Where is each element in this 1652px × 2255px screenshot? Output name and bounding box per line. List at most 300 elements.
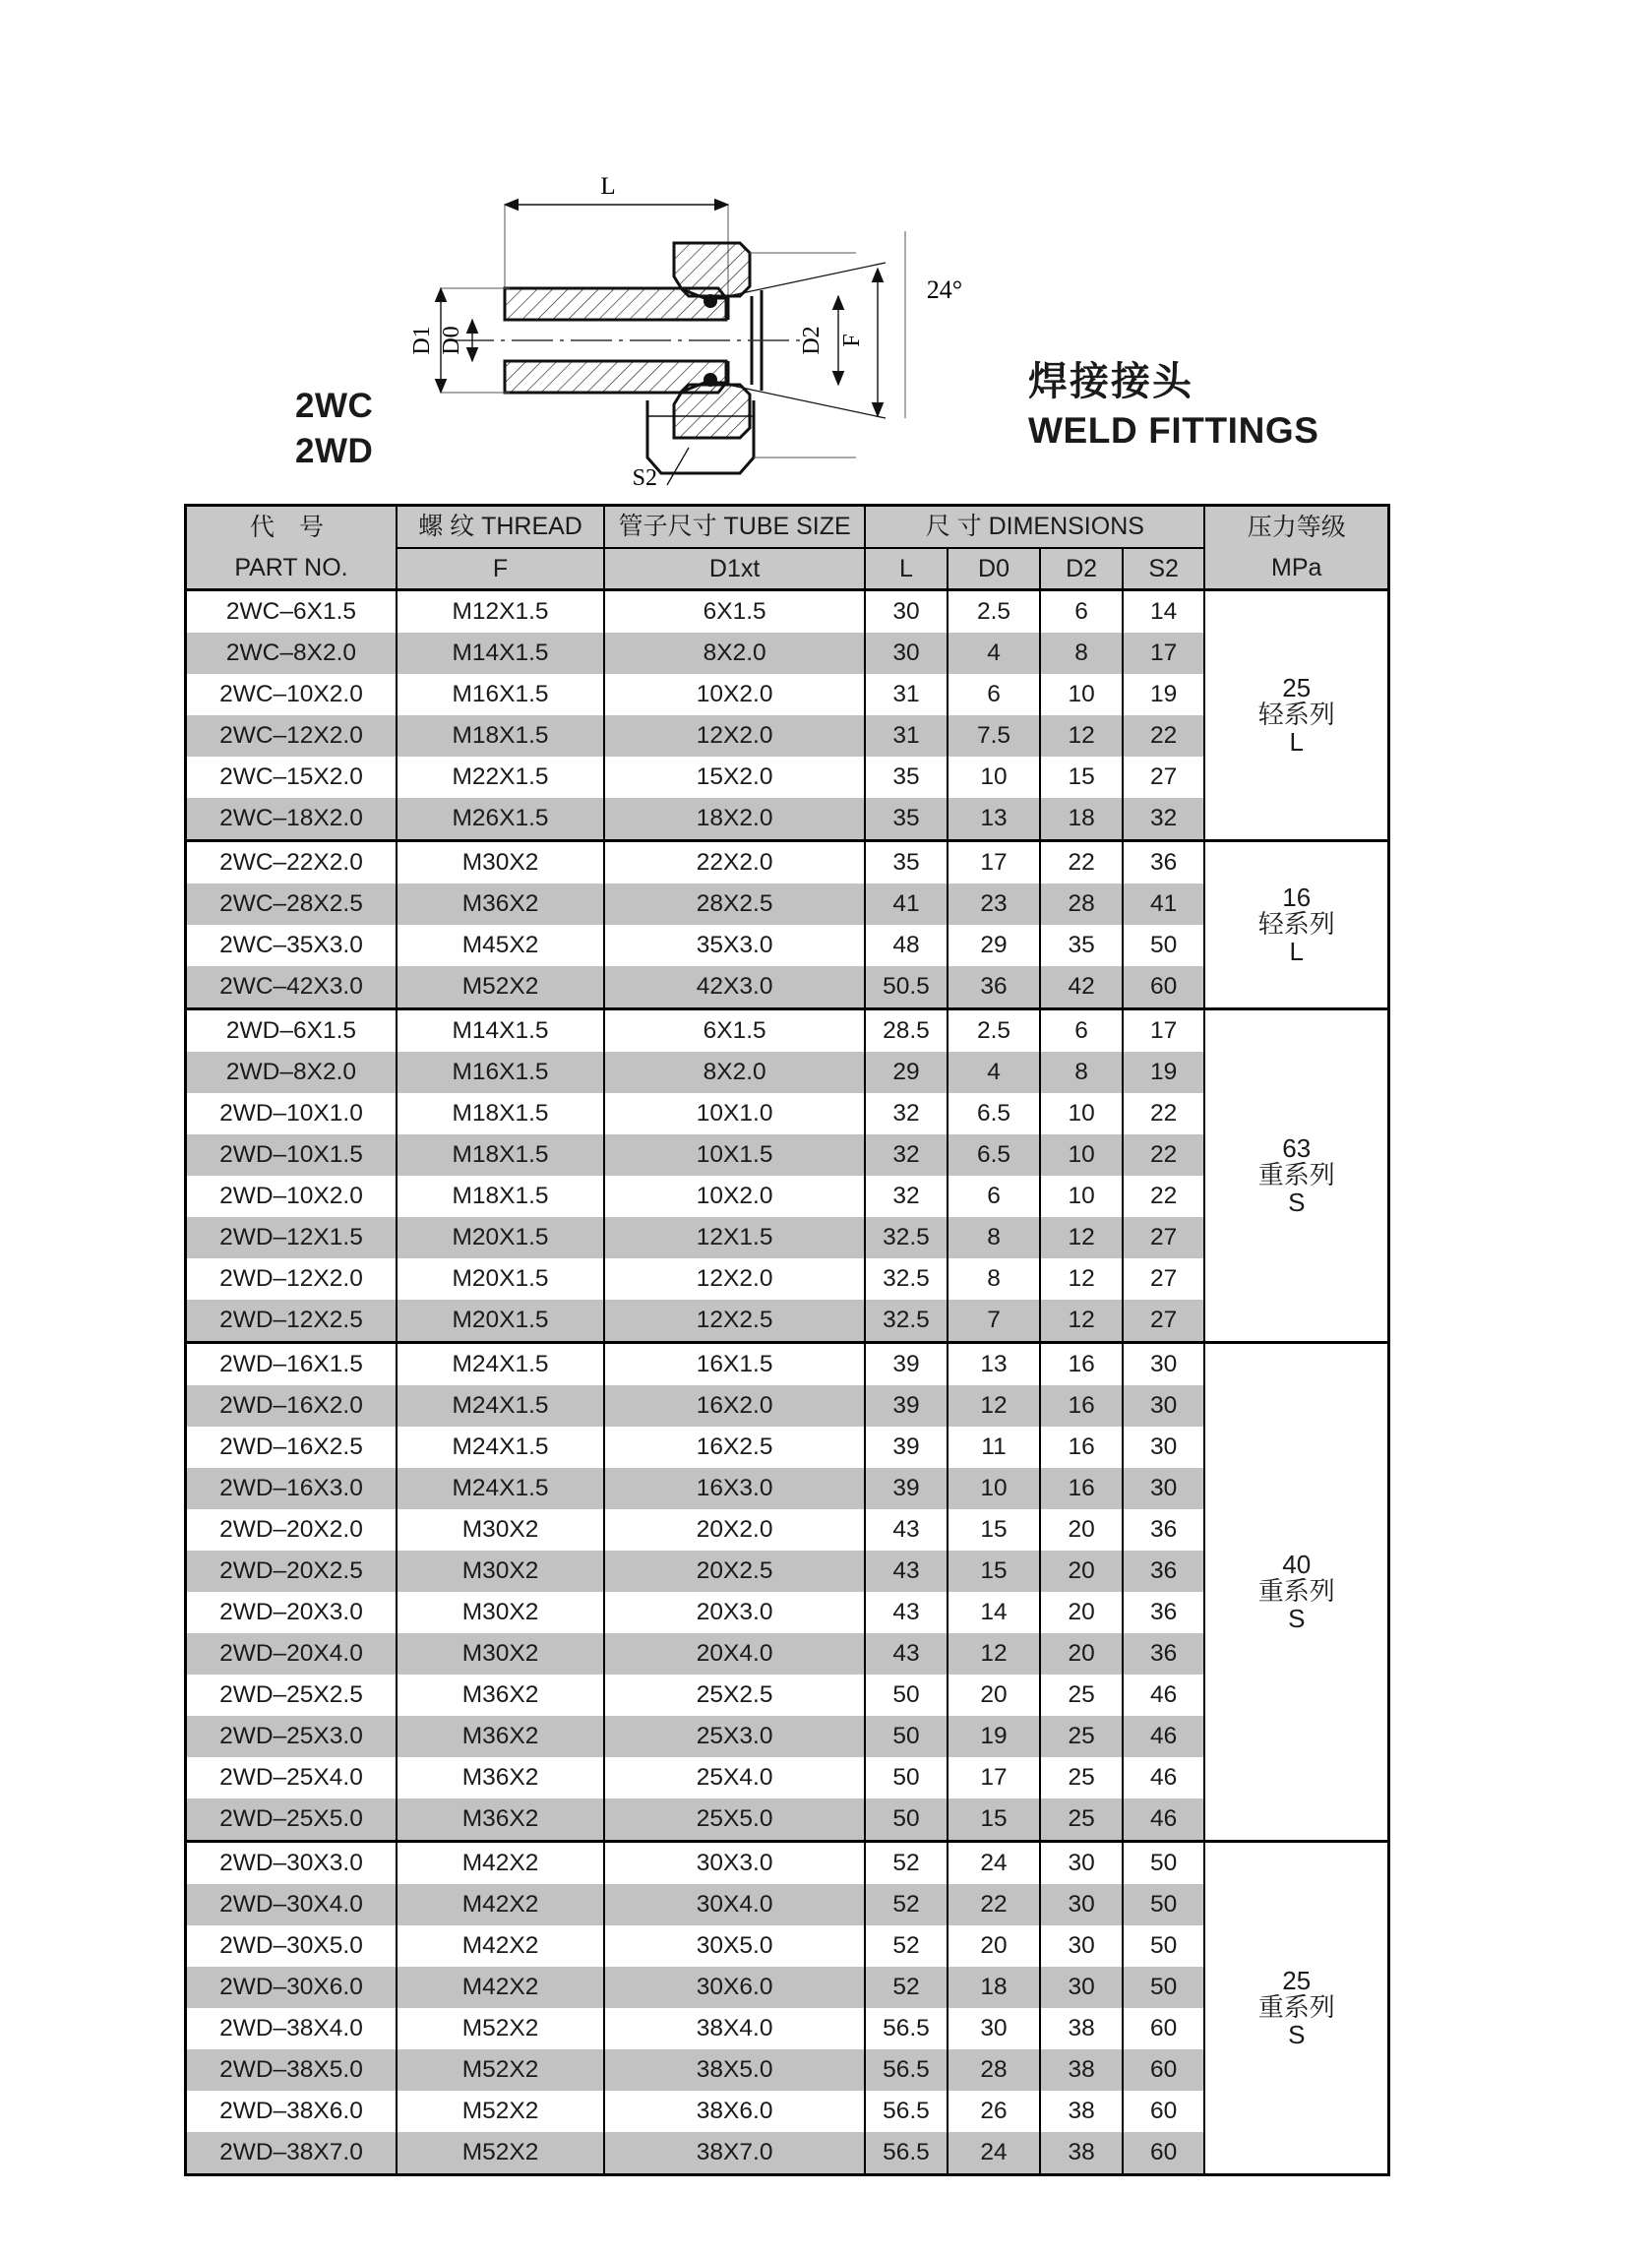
cell-pressure-rating <box>1204 1009 1388 1343</box>
pressure-series-cn: 轻系列 <box>1257 700 1335 730</box>
cell-l: 50 <box>865 1675 948 1716</box>
cell-d0: 6 <box>948 1176 1041 1217</box>
cell-d2: 20 <box>1040 1509 1123 1551</box>
cell-s2: 27 <box>1123 757 1205 798</box>
cell-l: 32 <box>865 1176 948 1217</box>
cell-d0: 30 <box>948 2008 1041 2049</box>
col-head-mpa: MPa <box>1204 548 1388 590</box>
cell-l: 48 <box>865 925 948 966</box>
cell-l: 52 <box>865 1925 948 1967</box>
cell-tube-size: 30X3.0 <box>604 1842 865 1885</box>
cell-thread-f: M20X1.5 <box>397 1258 604 1300</box>
cell-d0: 23 <box>948 884 1041 925</box>
cell-part-no: 2WD–16X1.5 <box>186 1343 397 1386</box>
cell-thread-f: M24X1.5 <box>397 1468 604 1509</box>
pressure-series-cn: 重系列 <box>1257 1576 1335 1607</box>
cell-thread-f: M26X1.5 <box>397 798 604 841</box>
cell-s2: 46 <box>1123 1716 1205 1757</box>
cell-d0: 28 <box>948 2049 1041 2091</box>
cell-part-no: 2WD–38X5.0 <box>186 2049 397 2091</box>
cell-d2: 6 <box>1040 590 1123 634</box>
cell-d2: 35 <box>1040 925 1123 966</box>
col-group-tube-size-cn: 管子尺寸 TUBE SIZE <box>604 506 865 549</box>
cell-s2: 36 <box>1123 841 1205 884</box>
cell-tube-size: 22X2.0 <box>604 841 865 884</box>
cell-d0: 26 <box>948 2091 1041 2132</box>
cell-l: 39 <box>865 1385 948 1427</box>
cell-s2: 17 <box>1123 1009 1205 1053</box>
cell-thread-f: M24X1.5 <box>397 1427 604 1468</box>
cell-d2: 30 <box>1040 1925 1123 1967</box>
cell-part-no: 2WD–38X7.0 <box>186 2132 397 2175</box>
cell-tube-size: 42X3.0 <box>604 966 865 1009</box>
cell-tube-size: 6X1.5 <box>604 1009 865 1053</box>
specification-table-wrapper <box>184 504 1390 2176</box>
cell-s2: 22 <box>1123 1176 1205 1217</box>
cell-l: 39 <box>865 1343 948 1386</box>
cell-d2: 16 <box>1040 1385 1123 1427</box>
cell-s2: 27 <box>1123 1300 1205 1343</box>
cell-d0: 2.5 <box>948 1009 1041 1053</box>
cell-thread-f: M30X2 <box>397 1592 604 1633</box>
cell-tube-size: 35X3.0 <box>604 925 865 966</box>
cell-part-no: 2WD–16X3.0 <box>186 1468 397 1509</box>
cell-tube-size: 12X1.5 <box>604 1217 865 1258</box>
cell-s2: 14 <box>1123 590 1205 634</box>
cell-l: 30 <box>865 633 948 674</box>
cell-d0: 12 <box>948 1633 1041 1675</box>
cell-tube-size: 20X2.0 <box>604 1509 865 1551</box>
pressure-value: 16 <box>1282 883 1312 913</box>
cell-d2: 16 <box>1040 1468 1123 1509</box>
cell-part-no: 2WD–12X2.5 <box>186 1300 397 1343</box>
cell-part-no: 2WD–8X2.0 <box>186 1052 397 1093</box>
cell-thread-f: M22X1.5 <box>397 757 604 798</box>
cell-l: 35 <box>865 798 948 841</box>
cell-tube-size: 12X2.0 <box>604 715 865 757</box>
dim-label-D2: D2 <box>799 326 825 355</box>
cell-thread-f: M52X2 <box>397 2091 604 2132</box>
cell-part-no: 2WD–25X4.0 <box>186 1757 397 1798</box>
cell-s2: 27 <box>1123 1258 1205 1300</box>
cell-d2: 20 <box>1040 1551 1123 1592</box>
cell-tube-size: 20X3.0 <box>604 1592 865 1633</box>
cell-tube-size: 16X3.0 <box>604 1468 865 1509</box>
pressure-series-code: L <box>1289 936 1304 966</box>
cell-part-no: 2WD–38X4.0 <box>186 2008 397 2049</box>
cell-d0: 15 <box>948 1509 1041 1551</box>
cell-d2: 8 <box>1040 1052 1123 1093</box>
cell-tube-size: 25X3.0 <box>604 1716 865 1757</box>
cell-part-no: 2WC–22X2.0 <box>186 841 397 884</box>
pressure-value: 40 <box>1282 1550 1312 1580</box>
cell-d0: 7 <box>948 1300 1041 1343</box>
cell-s2: 30 <box>1123 1343 1205 1386</box>
cell-thread-f: M36X2 <box>397 1798 604 1842</box>
col-head-f: F <box>397 548 604 590</box>
cell-d2: 16 <box>1040 1427 1123 1468</box>
cell-tube-size: 38X7.0 <box>604 2132 865 2175</box>
cell-d0: 12 <box>948 1385 1041 1427</box>
cell-d2: 10 <box>1040 1093 1123 1134</box>
cell-tube-size: 16X1.5 <box>604 1343 865 1386</box>
cell-thread-f: M52X2 <box>397 966 604 1009</box>
cell-part-no: 2WD–20X2.5 <box>186 1551 397 1592</box>
cell-s2: 30 <box>1123 1427 1205 1468</box>
cell-l: 30 <box>865 590 948 634</box>
cell-d2: 38 <box>1040 2132 1123 2175</box>
cell-tube-size: 25X5.0 <box>604 1798 865 1842</box>
cell-d2: 30 <box>1040 1884 1123 1925</box>
cell-s2: 50 <box>1123 1925 1205 1967</box>
cell-tube-size: 20X4.0 <box>604 1633 865 1675</box>
cell-tube-size: 20X2.5 <box>604 1551 865 1592</box>
cell-thread-f: M36X2 <box>397 1716 604 1757</box>
cell-part-no: 2WD–25X5.0 <box>186 1798 397 1842</box>
cell-l: 28.5 <box>865 1009 948 1053</box>
cell-part-no: 2WC–28X2.5 <box>186 884 397 925</box>
cell-pressure-rating <box>1204 590 1388 841</box>
cell-d2: 25 <box>1040 1716 1123 1757</box>
pressure-series-code: S <box>1288 1187 1306 1217</box>
cell-s2: 36 <box>1123 1592 1205 1633</box>
cell-s2: 22 <box>1123 1093 1205 1134</box>
cell-thread-f: M20X1.5 <box>397 1217 604 1258</box>
cell-tube-size: 38X6.0 <box>604 2091 865 2132</box>
cell-thread-f: M16X1.5 <box>397 1052 604 1093</box>
cell-part-no: 2WC–6X1.5 <box>186 590 397 634</box>
col-group-dimensions-cn: 尺 寸 DIMENSIONS <box>865 506 1204 549</box>
cell-d2: 28 <box>1040 884 1123 925</box>
dim-label-F: F <box>839 334 865 347</box>
cell-thread-f: M24X1.5 <box>397 1385 604 1427</box>
cell-s2: 46 <box>1123 1757 1205 1798</box>
cell-d2: 15 <box>1040 757 1123 798</box>
cell-l: 43 <box>865 1551 948 1592</box>
cell-l: 50 <box>865 1757 948 1798</box>
cell-d0: 19 <box>948 1716 1041 1757</box>
cell-l: 32 <box>865 1134 948 1176</box>
cell-d2: 8 <box>1040 633 1123 674</box>
cell-l: 43 <box>865 1633 948 1675</box>
cell-l: 31 <box>865 674 948 715</box>
cell-d0: 10 <box>948 1468 1041 1509</box>
pressure-series-code: S <box>1288 2019 1306 2049</box>
cell-l: 56.5 <box>865 2008 948 2049</box>
dim-label-D1: D1 <box>409 326 435 355</box>
cell-tube-size: 30X5.0 <box>604 1925 865 1967</box>
table-row <box>186 841 1389 884</box>
cell-tube-size: 10X1.0 <box>604 1093 865 1134</box>
cell-s2: 46 <box>1123 1675 1205 1716</box>
col-group-pressure-cn: 压力等级 <box>1204 506 1388 549</box>
cell-pressure-rating <box>1204 1343 1388 1842</box>
cell-s2: 41 <box>1123 884 1205 925</box>
cell-d2: 6 <box>1040 1009 1123 1053</box>
cell-d2: 18 <box>1040 798 1123 841</box>
dim-label-D0: D0 <box>439 326 464 355</box>
cell-thread-f: M30X2 <box>397 1633 604 1675</box>
cell-d2: 25 <box>1040 1798 1123 1842</box>
pressure-series-cn: 重系列 <box>1257 1160 1335 1190</box>
pressure-series-cn: 重系列 <box>1257 1992 1335 2023</box>
cell-d0: 6.5 <box>948 1093 1041 1134</box>
cell-d0: 8 <box>948 1258 1041 1300</box>
cell-d2: 30 <box>1040 1967 1123 2008</box>
cell-d0: 17 <box>948 841 1041 884</box>
cell-l: 56.5 <box>865 2091 948 2132</box>
cell-part-no: 2WC–18X2.0 <box>186 798 397 841</box>
cell-d0: 7.5 <box>948 715 1041 757</box>
cell-d0: 20 <box>948 1675 1041 1716</box>
cell-s2: 50 <box>1123 925 1205 966</box>
cell-d0: 13 <box>948 1343 1041 1386</box>
cell-d0: 8 <box>948 1217 1041 1258</box>
cell-part-no: 2WD–6X1.5 <box>186 1009 397 1053</box>
cell-d2: 10 <box>1040 1176 1123 1217</box>
cell-d2: 42 <box>1040 966 1123 1009</box>
cell-l: 50 <box>865 1798 948 1842</box>
cell-thread-f: M18X1.5 <box>397 1176 604 1217</box>
cell-thread-f: M30X2 <box>397 1509 604 1551</box>
cell-part-no: 2WD–10X1.5 <box>186 1134 397 1176</box>
cell-s2: 50 <box>1123 1967 1205 2008</box>
cell-tube-size: 28X2.5 <box>604 884 865 925</box>
cell-part-no: 2WD–10X1.0 <box>186 1093 397 1134</box>
cell-l: 35 <box>865 757 948 798</box>
cell-s2: 36 <box>1123 1509 1205 1551</box>
dim-label-S2: S2 <box>632 465 657 487</box>
cell-l: 35 <box>865 841 948 884</box>
cell-d0: 11 <box>948 1427 1041 1468</box>
cell-tube-size: 18X2.0 <box>604 798 865 841</box>
cell-s2: 50 <box>1123 1842 1205 1885</box>
cell-s2: 22 <box>1123 1134 1205 1176</box>
cell-tube-size: 8X2.0 <box>604 633 865 674</box>
cell-tube-size: 15X2.0 <box>604 757 865 798</box>
cell-l: 50.5 <box>865 966 948 1009</box>
cell-thread-f: M42X2 <box>397 1842 604 1885</box>
cell-tube-size: 10X1.5 <box>604 1134 865 1176</box>
cell-pressure-rating <box>1204 1842 1388 2175</box>
table-row <box>186 590 1389 634</box>
pressure-series-code: L <box>1289 726 1304 757</box>
cell-d0: 15 <box>948 1551 1041 1592</box>
cell-part-no: 2WD–30X6.0 <box>186 1967 397 2008</box>
pressure-series-code: S <box>1288 1603 1306 1633</box>
product-title-cn: 焊接接头 <box>1028 360 1193 403</box>
cell-d2: 10 <box>1040 674 1123 715</box>
cell-thread-f: M14X1.5 <box>397 1009 604 1053</box>
table-row <box>186 1009 1389 1053</box>
cell-s2: 30 <box>1123 1468 1205 1509</box>
cell-thread-f: M24X1.5 <box>397 1343 604 1386</box>
cell-d0: 4 <box>948 1052 1041 1093</box>
col-group-part-no-cn: 代 号 <box>186 506 397 549</box>
cell-d2: 38 <box>1040 2091 1123 2132</box>
cell-s2: 32 <box>1123 798 1205 841</box>
cell-s2: 46 <box>1123 1798 1205 1842</box>
cell-part-no: 2WD–25X2.5 <box>186 1675 397 1716</box>
cell-d0: 14 <box>948 1592 1041 1633</box>
cell-l: 39 <box>865 1468 948 1509</box>
cell-part-no: 2WD–30X3.0 <box>186 1842 397 1885</box>
cell-s2: 36 <box>1123 1551 1205 1592</box>
series-code-2wd: 2WD <box>295 432 374 471</box>
pressure-series-cn: 轻系列 <box>1257 909 1335 940</box>
cell-thread-f: M42X2 <box>397 1884 604 1925</box>
cell-d2: 20 <box>1040 1633 1123 1675</box>
cell-part-no: 2WD–12X2.0 <box>186 1258 397 1300</box>
cell-thread-f: M18X1.5 <box>397 1093 604 1134</box>
table-head <box>186 506 1389 590</box>
cell-tube-size: 38X5.0 <box>604 2049 865 2091</box>
col-head-d1xt: D1xt <box>604 548 865 590</box>
cell-d2: 10 <box>1040 1134 1123 1176</box>
cell-d0: 22 <box>948 1884 1041 1925</box>
cell-d2: 20 <box>1040 1592 1123 1633</box>
cell-thread-f: M20X1.5 <box>397 1300 604 1343</box>
cell-d2: 25 <box>1040 1675 1123 1716</box>
pressure-value: 25 <box>1282 1966 1312 1996</box>
table-body <box>186 590 1389 2175</box>
cell-thread-f: M36X2 <box>397 1757 604 1798</box>
cell-tube-size: 16X2.5 <box>604 1427 865 1468</box>
cell-thread-f: M52X2 <box>397 2008 604 2049</box>
cell-s2: 22 <box>1123 715 1205 757</box>
cell-thread-f: M36X2 <box>397 1675 604 1716</box>
cell-l: 32 <box>865 1093 948 1134</box>
cell-l: 32.5 <box>865 1300 948 1343</box>
illustration-block <box>0 0 1652 492</box>
cell-tube-size: 30X6.0 <box>604 1967 865 2008</box>
cell-thread-f: M30X2 <box>397 841 604 884</box>
cell-tube-size: 8X2.0 <box>604 1052 865 1093</box>
cell-l: 52 <box>865 1884 948 1925</box>
cell-d0: 6.5 <box>948 1134 1041 1176</box>
cell-s2: 50 <box>1123 1884 1205 1925</box>
cell-d2: 30 <box>1040 1842 1123 1885</box>
cell-part-no: 2WD–20X4.0 <box>186 1633 397 1675</box>
cell-d0: 2.5 <box>948 590 1041 634</box>
cell-thread-f: M18X1.5 <box>397 1134 604 1176</box>
cell-d2: 38 <box>1040 2049 1123 2091</box>
cell-l: 29 <box>865 1052 948 1093</box>
cell-tube-size: 25X2.5 <box>604 1675 865 1716</box>
cell-part-no: 2WD–20X2.0 <box>186 1509 397 1551</box>
cell-part-no: 2WC–10X2.0 <box>186 674 397 715</box>
cell-d2: 25 <box>1040 1757 1123 1798</box>
cell-d0: 24 <box>948 1842 1041 1885</box>
cell-d2: 12 <box>1040 715 1123 757</box>
cell-part-no: 2WC–42X3.0 <box>186 966 397 1009</box>
pressure-value: 63 <box>1282 1133 1312 1164</box>
cell-thread-f: M52X2 <box>397 2132 604 2175</box>
cell-thread-f: M14X1.5 <box>397 633 604 674</box>
cell-thread-f: M18X1.5 <box>397 715 604 757</box>
cell-d0: 6 <box>948 674 1041 715</box>
cell-part-no: 2WD–30X4.0 <box>186 1884 397 1925</box>
cell-d0: 18 <box>948 1967 1041 2008</box>
cell-part-no: 2WC–12X2.0 <box>186 715 397 757</box>
cell-thread-f: M36X2 <box>397 884 604 925</box>
specification-table <box>184 504 1390 2176</box>
cell-thread-f: M52X2 <box>397 2049 604 2091</box>
cell-thread-f: M12X1.5 <box>397 590 604 634</box>
cell-thread-f: M16X1.5 <box>397 674 604 715</box>
cell-s2: 27 <box>1123 1217 1205 1258</box>
cell-l: 43 <box>865 1592 948 1633</box>
cell-thread-f: M45X2 <box>397 925 604 966</box>
cell-tube-size: 10X2.0 <box>604 1176 865 1217</box>
cell-d0: 4 <box>948 633 1041 674</box>
cell-tube-size: 30X4.0 <box>604 1884 865 1925</box>
cell-l: 52 <box>865 1842 948 1885</box>
cell-d2: 12 <box>1040 1258 1123 1300</box>
cell-d0: 13 <box>948 798 1041 841</box>
cell-tube-size: 6X1.5 <box>604 590 865 634</box>
cell-s2: 60 <box>1123 2049 1205 2091</box>
cell-part-no: 2WD–20X3.0 <box>186 1592 397 1633</box>
cell-s2: 60 <box>1123 966 1205 1009</box>
cell-l: 56.5 <box>865 2049 948 2091</box>
cell-part-no: 2WD–38X6.0 <box>186 2091 397 2132</box>
cell-d2: 22 <box>1040 841 1123 884</box>
col-head-part-no: PART NO. <box>186 548 397 590</box>
cell-tube-size: 25X4.0 <box>604 1757 865 1798</box>
col-head-d0: D0 <box>948 548 1041 590</box>
cell-thread-f: M30X2 <box>397 1551 604 1592</box>
cell-tube-size: 12X2.0 <box>604 1258 865 1300</box>
cell-thread-f: M42X2 <box>397 1967 604 2008</box>
cell-part-no: 2WC–35X3.0 <box>186 925 397 966</box>
cell-part-no: 2WD–25X3.0 <box>186 1716 397 1757</box>
cell-l: 39 <box>865 1427 948 1468</box>
cell-part-no: 2WD–12X1.5 <box>186 1217 397 1258</box>
weld-fitting-cross-section-drawing <box>394 172 1004 487</box>
series-code-2wc: 2WC <box>295 387 374 425</box>
cell-d2: 16 <box>1040 1343 1123 1386</box>
dim-label-angle: 24° <box>926 275 963 304</box>
col-group-thread-cn: 螺 纹 THREAD <box>397 506 604 549</box>
cell-l: 32.5 <box>865 1217 948 1258</box>
cell-d0: 29 <box>948 925 1041 966</box>
col-head-s2: S2 <box>1123 548 1205 590</box>
cell-l: 41 <box>865 884 948 925</box>
cell-s2: 19 <box>1123 1052 1205 1093</box>
cell-d0: 10 <box>948 757 1041 798</box>
cell-l: 43 <box>865 1509 948 1551</box>
pressure-value: 25 <box>1282 673 1312 703</box>
cell-l: 52 <box>865 1967 948 2008</box>
cell-s2: 60 <box>1123 2091 1205 2132</box>
dim-label-L: L <box>600 173 616 200</box>
cell-l: 56.5 <box>865 2132 948 2175</box>
cell-d0: 36 <box>948 966 1041 1009</box>
cell-pressure-rating <box>1204 841 1388 1009</box>
cell-d0: 20 <box>948 1925 1041 1967</box>
cell-part-no: 2WD–30X5.0 <box>186 1925 397 1967</box>
cell-tube-size: 12X2.5 <box>604 1300 865 1343</box>
cell-part-no: 2WD–10X2.0 <box>186 1176 397 1217</box>
cell-l: 32.5 <box>865 1258 948 1300</box>
table-row <box>186 1842 1389 1885</box>
product-title-en: WELD FITTINGS <box>1028 410 1319 452</box>
cell-l: 50 <box>865 1716 948 1757</box>
cell-tube-size: 10X2.0 <box>604 674 865 715</box>
cell-part-no: 2WC–15X2.0 <box>186 757 397 798</box>
cell-s2: 60 <box>1123 2132 1205 2175</box>
